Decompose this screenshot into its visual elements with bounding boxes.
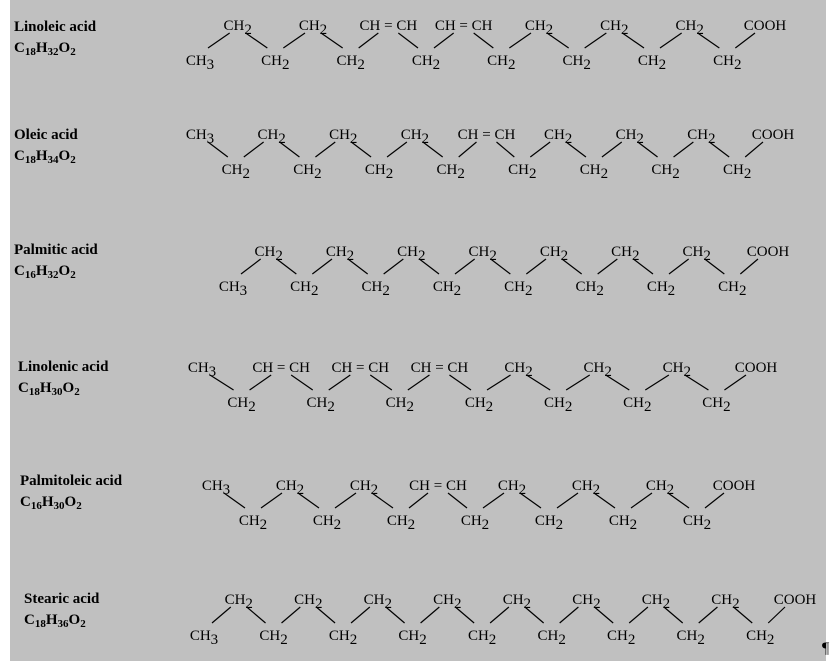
bond-line xyxy=(359,33,379,48)
bond-line xyxy=(384,259,404,274)
bond-line xyxy=(387,142,407,157)
group-label: CH2 xyxy=(468,244,497,264)
bond-line xyxy=(530,142,550,157)
group-label: CH2 xyxy=(572,592,601,612)
molecule-name: Palmitic acid xyxy=(14,242,98,258)
group-label: CH2 xyxy=(600,18,629,38)
bond-line xyxy=(629,607,648,623)
group-label: CH2 xyxy=(534,513,564,533)
group-label: CH2 xyxy=(275,478,305,498)
bond-line xyxy=(660,33,682,48)
group-label: CH2 xyxy=(497,478,527,498)
bond-line xyxy=(448,493,467,508)
group-label: CH2 xyxy=(504,360,533,380)
group-label: CH2 xyxy=(504,279,533,299)
bond-line xyxy=(483,493,504,508)
group-label: CH2 xyxy=(364,162,394,182)
group-label: CH2 xyxy=(562,53,591,73)
bond-line xyxy=(487,375,511,390)
group-label: CH2 xyxy=(702,395,731,415)
molecule-name: Stearic acid xyxy=(24,591,100,607)
bond-line xyxy=(449,375,471,390)
group-label: CH2 xyxy=(386,513,416,533)
group-label: CH2 xyxy=(637,53,667,73)
group-label: CH3 xyxy=(185,127,215,147)
group-label: COOH xyxy=(746,244,790,260)
group-label: CH2 xyxy=(385,395,415,415)
bond-line xyxy=(560,607,579,623)
bond-line xyxy=(283,33,305,48)
group-label: COOH xyxy=(734,360,778,376)
bond-line xyxy=(241,259,261,274)
bond-line xyxy=(585,33,607,48)
group-label: CH2 xyxy=(502,592,532,612)
group-label: CH2 xyxy=(543,127,573,147)
group-label: CH = CH xyxy=(359,18,418,34)
bond-line xyxy=(282,607,301,623)
group-label: CH2 xyxy=(363,592,392,612)
group-label: CH2 xyxy=(651,162,680,182)
molecule-name: Linoleic acid xyxy=(14,19,97,35)
bond-line xyxy=(291,375,313,390)
group-label: CH = CH xyxy=(410,360,469,376)
bond-line xyxy=(631,493,652,508)
bond-line xyxy=(312,259,332,274)
group-label: COOH xyxy=(743,18,787,34)
bond-line xyxy=(745,142,763,157)
bond-line xyxy=(398,33,418,48)
bond-line xyxy=(645,375,669,390)
bond-line xyxy=(455,259,475,274)
group-label: CH3 xyxy=(187,360,217,380)
group-label: CH2 xyxy=(487,53,516,73)
group-label: CH2 xyxy=(290,279,319,299)
bond-line xyxy=(421,607,440,623)
chain-6 xyxy=(190,592,817,648)
group-label: CH2 xyxy=(623,395,652,415)
paragraph-mark: ¶ xyxy=(822,640,830,657)
group-label: CH2 xyxy=(298,18,328,38)
group-label: CH = CH xyxy=(457,127,516,143)
group-label: CH2 xyxy=(713,53,742,73)
group-label: CH2 xyxy=(329,127,358,147)
group-label: CH2 xyxy=(662,360,692,380)
bond-line xyxy=(557,493,578,508)
chain-4 xyxy=(188,360,778,415)
molecule-name: Linolenic acid xyxy=(18,359,109,375)
group-label: CH3 xyxy=(185,53,215,73)
group-label: CH2 xyxy=(615,127,644,147)
bond-line xyxy=(244,142,264,157)
chain-3 xyxy=(219,244,790,299)
group-label: CH2 xyxy=(583,360,612,380)
molecular-formula: $C_{18}H_{30}O_2$ xyxy=(18,380,80,398)
group-label: CH2 xyxy=(257,127,286,147)
bond-line xyxy=(490,607,509,623)
group-label: CH2 xyxy=(312,513,342,533)
group-label: CH2 xyxy=(397,244,426,264)
bond-line xyxy=(699,607,718,623)
group-label: CH = CH xyxy=(434,18,493,34)
group-label: CH2 xyxy=(718,279,747,299)
bond-line xyxy=(434,33,454,48)
bond-line xyxy=(509,33,531,48)
bond-line xyxy=(674,142,694,157)
group-label: CH2 xyxy=(539,244,569,264)
group-label: CH2 xyxy=(543,395,573,415)
group-label: CH2 xyxy=(676,628,705,648)
group-label: CH2 xyxy=(711,592,740,612)
group-label: CH2 xyxy=(238,513,268,533)
group-label: CH2 xyxy=(294,592,323,612)
group-label: COOH xyxy=(773,592,817,608)
group-label: COOH xyxy=(751,127,795,143)
group-label: CH2 xyxy=(611,244,640,264)
group-label: CH2 xyxy=(436,162,465,182)
group-label: CH2 xyxy=(575,279,604,299)
bond-line xyxy=(408,375,430,390)
group-label: CH2 xyxy=(336,53,365,73)
bond-line xyxy=(261,493,282,508)
bond-line xyxy=(351,607,370,623)
bond-line xyxy=(768,607,785,623)
group-label: CH2 xyxy=(682,513,712,533)
bond-line xyxy=(474,33,494,48)
group-label: CH2 xyxy=(608,513,638,533)
bond-line xyxy=(705,493,724,508)
group-label: CH2 xyxy=(682,244,711,264)
group-label: CH2 xyxy=(349,478,379,498)
bond-line xyxy=(740,259,758,274)
group-label: CH2 xyxy=(259,628,288,648)
bond-line xyxy=(208,33,230,48)
group-label: CH2 xyxy=(224,592,253,612)
group-label: CH2 xyxy=(221,162,250,182)
group-label: CH2 xyxy=(646,279,676,299)
chain-5 xyxy=(202,478,756,533)
group-label: CH3 xyxy=(218,279,248,299)
group-label: CH3 xyxy=(201,478,231,498)
group-label: CH2 xyxy=(325,244,355,264)
group-label: CH2 xyxy=(328,628,358,648)
bond-line xyxy=(526,259,546,274)
group-label: CH2 xyxy=(254,244,283,264)
group-label: COOH xyxy=(712,478,756,494)
molecular-formula: $C_{16}H_{32}O_2$ xyxy=(14,263,76,281)
group-label: CH2 xyxy=(464,395,494,415)
group-label: CH2 xyxy=(607,628,636,648)
group-label: CH2 xyxy=(675,18,704,38)
group-label: CH2 xyxy=(398,628,427,648)
group-label: CH2 xyxy=(361,279,390,299)
group-label: CH2 xyxy=(645,478,675,498)
molecular-formula: $C_{18}H_{32}O_2$ xyxy=(14,40,76,58)
group-label: CH = CH xyxy=(252,360,310,376)
group-label: CH2 xyxy=(411,53,441,73)
bond-line xyxy=(335,493,356,508)
bond-line xyxy=(598,259,618,274)
molecular-formula: $C_{16}H_{30}O_2$ xyxy=(20,494,82,512)
bond-line xyxy=(315,142,335,157)
group-label: CH2 xyxy=(400,127,430,147)
group-label: CH3 xyxy=(189,628,219,648)
group-label: CH2 xyxy=(723,162,752,182)
molecule-name: Oleic acid xyxy=(14,127,78,143)
group-label: CH2 xyxy=(433,592,462,612)
group-label: CH2 xyxy=(524,18,554,38)
molecule-name: Palmitoleic acid xyxy=(20,473,123,489)
group-label: CH2 xyxy=(746,628,775,648)
molecular-formula: $C_{18}H_{36}O_2$ xyxy=(24,612,86,630)
bond-line xyxy=(669,259,689,274)
group-label: CH2 xyxy=(467,628,497,648)
bond-line xyxy=(370,375,392,390)
bond-line xyxy=(250,375,272,390)
chain-2 xyxy=(186,127,795,182)
bond-line xyxy=(602,142,622,157)
molecular-formula: $C_{18}H_{34}O_2$ xyxy=(14,148,76,166)
bond-line xyxy=(724,375,746,390)
group-label: CH = CH xyxy=(331,360,390,376)
group-label: CH2 xyxy=(227,395,256,415)
group-label: CH2 xyxy=(508,162,537,182)
group-label: CH = CH xyxy=(409,478,467,494)
group-label: CH2 xyxy=(687,127,716,147)
bond-line xyxy=(212,607,231,623)
bond-line xyxy=(459,142,477,157)
group-label: CH2 xyxy=(579,162,609,182)
group-label: CH2 xyxy=(223,18,252,38)
group-label: CH2 xyxy=(571,478,601,498)
group-label: CH2 xyxy=(432,279,462,299)
bond-line xyxy=(329,375,351,390)
bond-line xyxy=(409,493,428,508)
group-label: CH2 xyxy=(293,162,322,182)
group-label: CH2 xyxy=(641,592,671,612)
bond-line xyxy=(566,375,590,390)
chain-1 xyxy=(186,18,787,73)
group-label: CH2 xyxy=(460,513,490,533)
group-label: CH2 xyxy=(261,53,290,73)
bond-line xyxy=(497,142,515,157)
group-label: CH2 xyxy=(306,395,335,415)
bond-line xyxy=(735,33,755,48)
group-label: CH2 xyxy=(537,628,566,648)
